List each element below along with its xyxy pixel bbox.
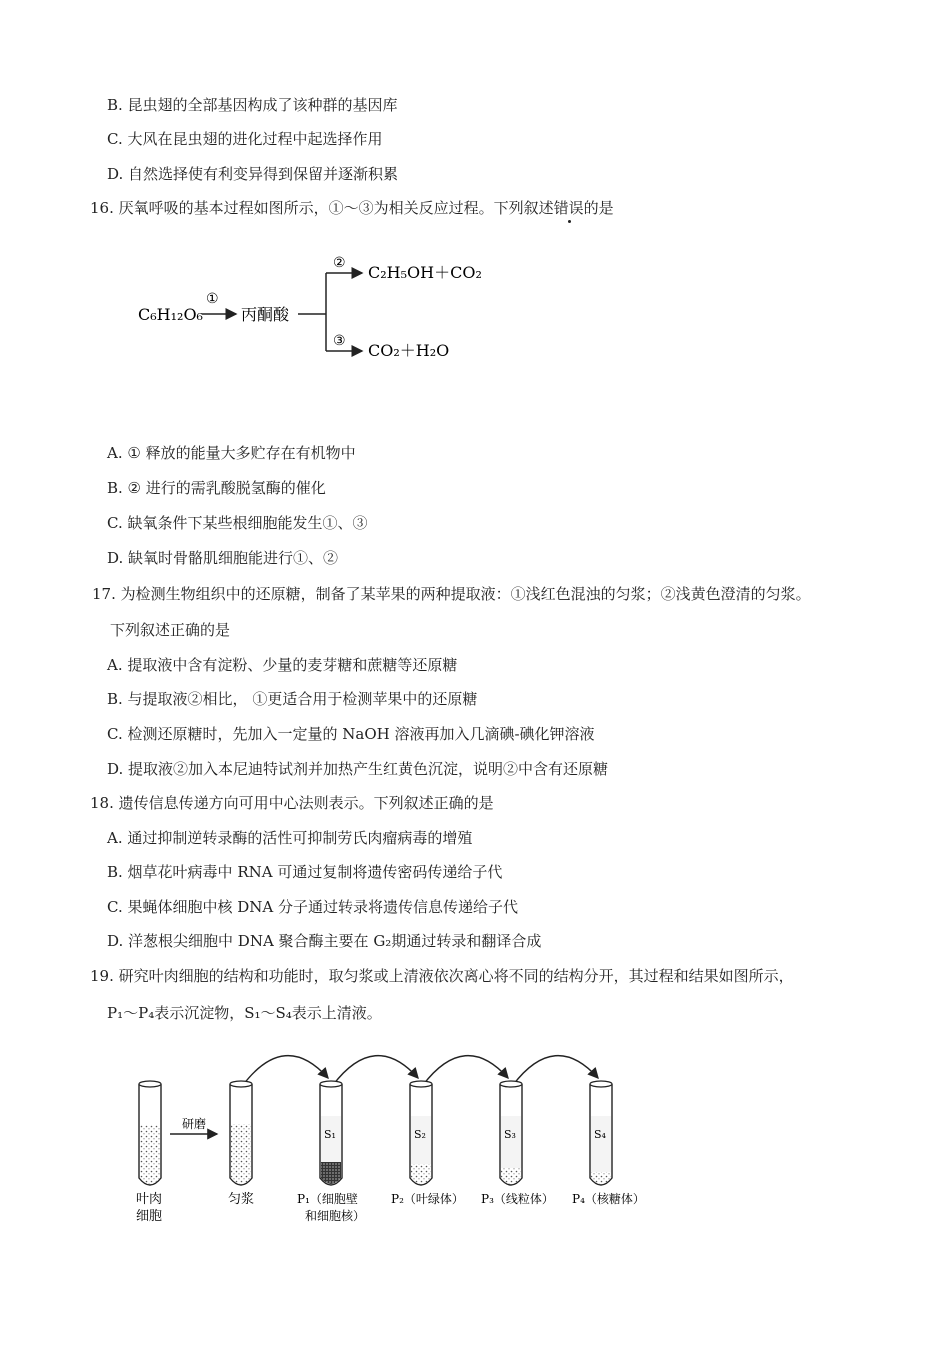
- intermediate-label: 丙酮酸: [241, 305, 290, 324]
- q17-stem-cont: 下列叙述正确的是: [110, 621, 231, 639]
- q16-stem: 16. 厌氧呼吸的基本过程如图所示，①～③为相关反应过程。下列叙述错误的是: [90, 199, 614, 217]
- leaf-cell-label-2: 细胞: [136, 1209, 163, 1224]
- tube-p2: [410, 1081, 432, 1185]
- s2-label: S₂: [414, 1128, 426, 1141]
- q18-option-a: A. 通过抑制逆转录酶的活性可抑制劳氏肉瘤病毒的增殖: [107, 829, 473, 847]
- transfer-arrow-3: [423, 1056, 508, 1085]
- p4-label: P₄（核糖体）: [572, 1192, 645, 1206]
- q18-option-b: B. 烟草花叶病毒中 RNA 可通过复制将遗传密码传递给子代: [107, 863, 503, 881]
- q16-option-d: D. 缺氧时骨骼肌细胞能进行①、②: [107, 549, 339, 567]
- tube-leaf-cells: [139, 1081, 161, 1185]
- q17-stem: 17. 为检测生物组织中的还原糖，制备了某苹果的两种提取液：①浅红色混浊的匀浆；②浅黄色澄清的匀浆。: [92, 585, 811, 603]
- q16-option-b: B. ② 进行的需乳酸脱氢酶的催化: [107, 479, 326, 497]
- q16-option-a: A. ① 释放的能量大多贮存在有机物中: [107, 444, 356, 462]
- tube-p1: [320, 1081, 342, 1185]
- q19-stem-cont: P₁～P₄表示沉淀物，S₁～S₄表示上清液。: [107, 1004, 382, 1022]
- leaf-cell-label-1: 叶肉: [136, 1192, 163, 1207]
- homogenate-label: 匀浆: [228, 1192, 255, 1207]
- q16-option-c: C. 缺氧条件下某些根细胞能发生①、③: [107, 514, 368, 532]
- q15-option-b: B. 昆虫翅的全部基因构成了该种群的基因库: [107, 96, 398, 114]
- tube-p4: [590, 1081, 612, 1185]
- q19-stem: 19. 研究叶肉细胞的结构和功能时，取匀浆或上清液依次离心将不同的结构分开，其过程和结果如图所示，: [90, 967, 794, 985]
- transfer-arrow-4: [513, 1056, 598, 1085]
- step2-label: ②: [333, 255, 346, 271]
- q17-option-a: A. 提取液中含有淀粉、少量的麦芽糖和蔗糖等还原糖: [107, 656, 458, 674]
- q17-option-b: B. 与提取液②相比， ①更适合用于检测苹果中的还原糖: [107, 690, 478, 708]
- tube-homogenate: [230, 1081, 252, 1185]
- q17-option-c: C. 检测还原糖时，先加入一定量的 NaOH 溶液再加入几滴碘-碘化钾溶液: [107, 725, 595, 743]
- p1-label-1: P₁（细胞壁: [297, 1192, 358, 1206]
- p3-label: P₃（线粒体）: [481, 1192, 554, 1206]
- tube-p3: [500, 1081, 522, 1185]
- product2-label: C₂H₅OH＋CO₂: [368, 263, 482, 282]
- q18-stem: 18. 遗传信息传递方向可用中心法则表示。下列叙述正确的是: [90, 794, 494, 812]
- product3-label: CO₂＋H₂O: [368, 341, 450, 360]
- step1-label: ①: [206, 291, 219, 307]
- q16-respiration-diagram: [130, 245, 490, 375]
- q17-option-d: D. 提取液②加入本尼迪特试剂并加热产生红黄色沉淀，说明②中含有还原糖: [107, 760, 609, 778]
- s3-label: S₃: [504, 1128, 516, 1141]
- p2-label: P₂（叶绿体）: [391, 1192, 464, 1206]
- grind-label: 研磨: [182, 1117, 207, 1131]
- s1-label: S₁: [324, 1128, 336, 1141]
- q16-emphasis: 错误: [553, 199, 584, 217]
- s4-label: S₄: [594, 1128, 606, 1141]
- q18-option-d: D. 洋葱根尖细胞中 DNA 聚合酶主要在 G₂期通过转录和翻译合成: [107, 932, 542, 950]
- transfer-arrow-1: [243, 1056, 328, 1085]
- p1-label-2: 和细胞核）: [305, 1209, 366, 1223]
- q18-option-c: C. 果蝇体细胞中核 DNA 分子通过转录将遗传信息传递给子代: [107, 898, 519, 916]
- q15-option-d: D. 自然选择使有利变异得到保留并逐渐积累: [107, 165, 399, 183]
- q15-option-c: C. 大风在昆虫翅的进化过程中起选择作用: [107, 130, 383, 148]
- transfer-arrow-2: [333, 1056, 418, 1085]
- step3-label: ③: [333, 333, 346, 349]
- q19-centrifugation-diagram: [125, 1040, 665, 1230]
- substrate-label: C₆H₁₂O₆: [138, 305, 203, 324]
